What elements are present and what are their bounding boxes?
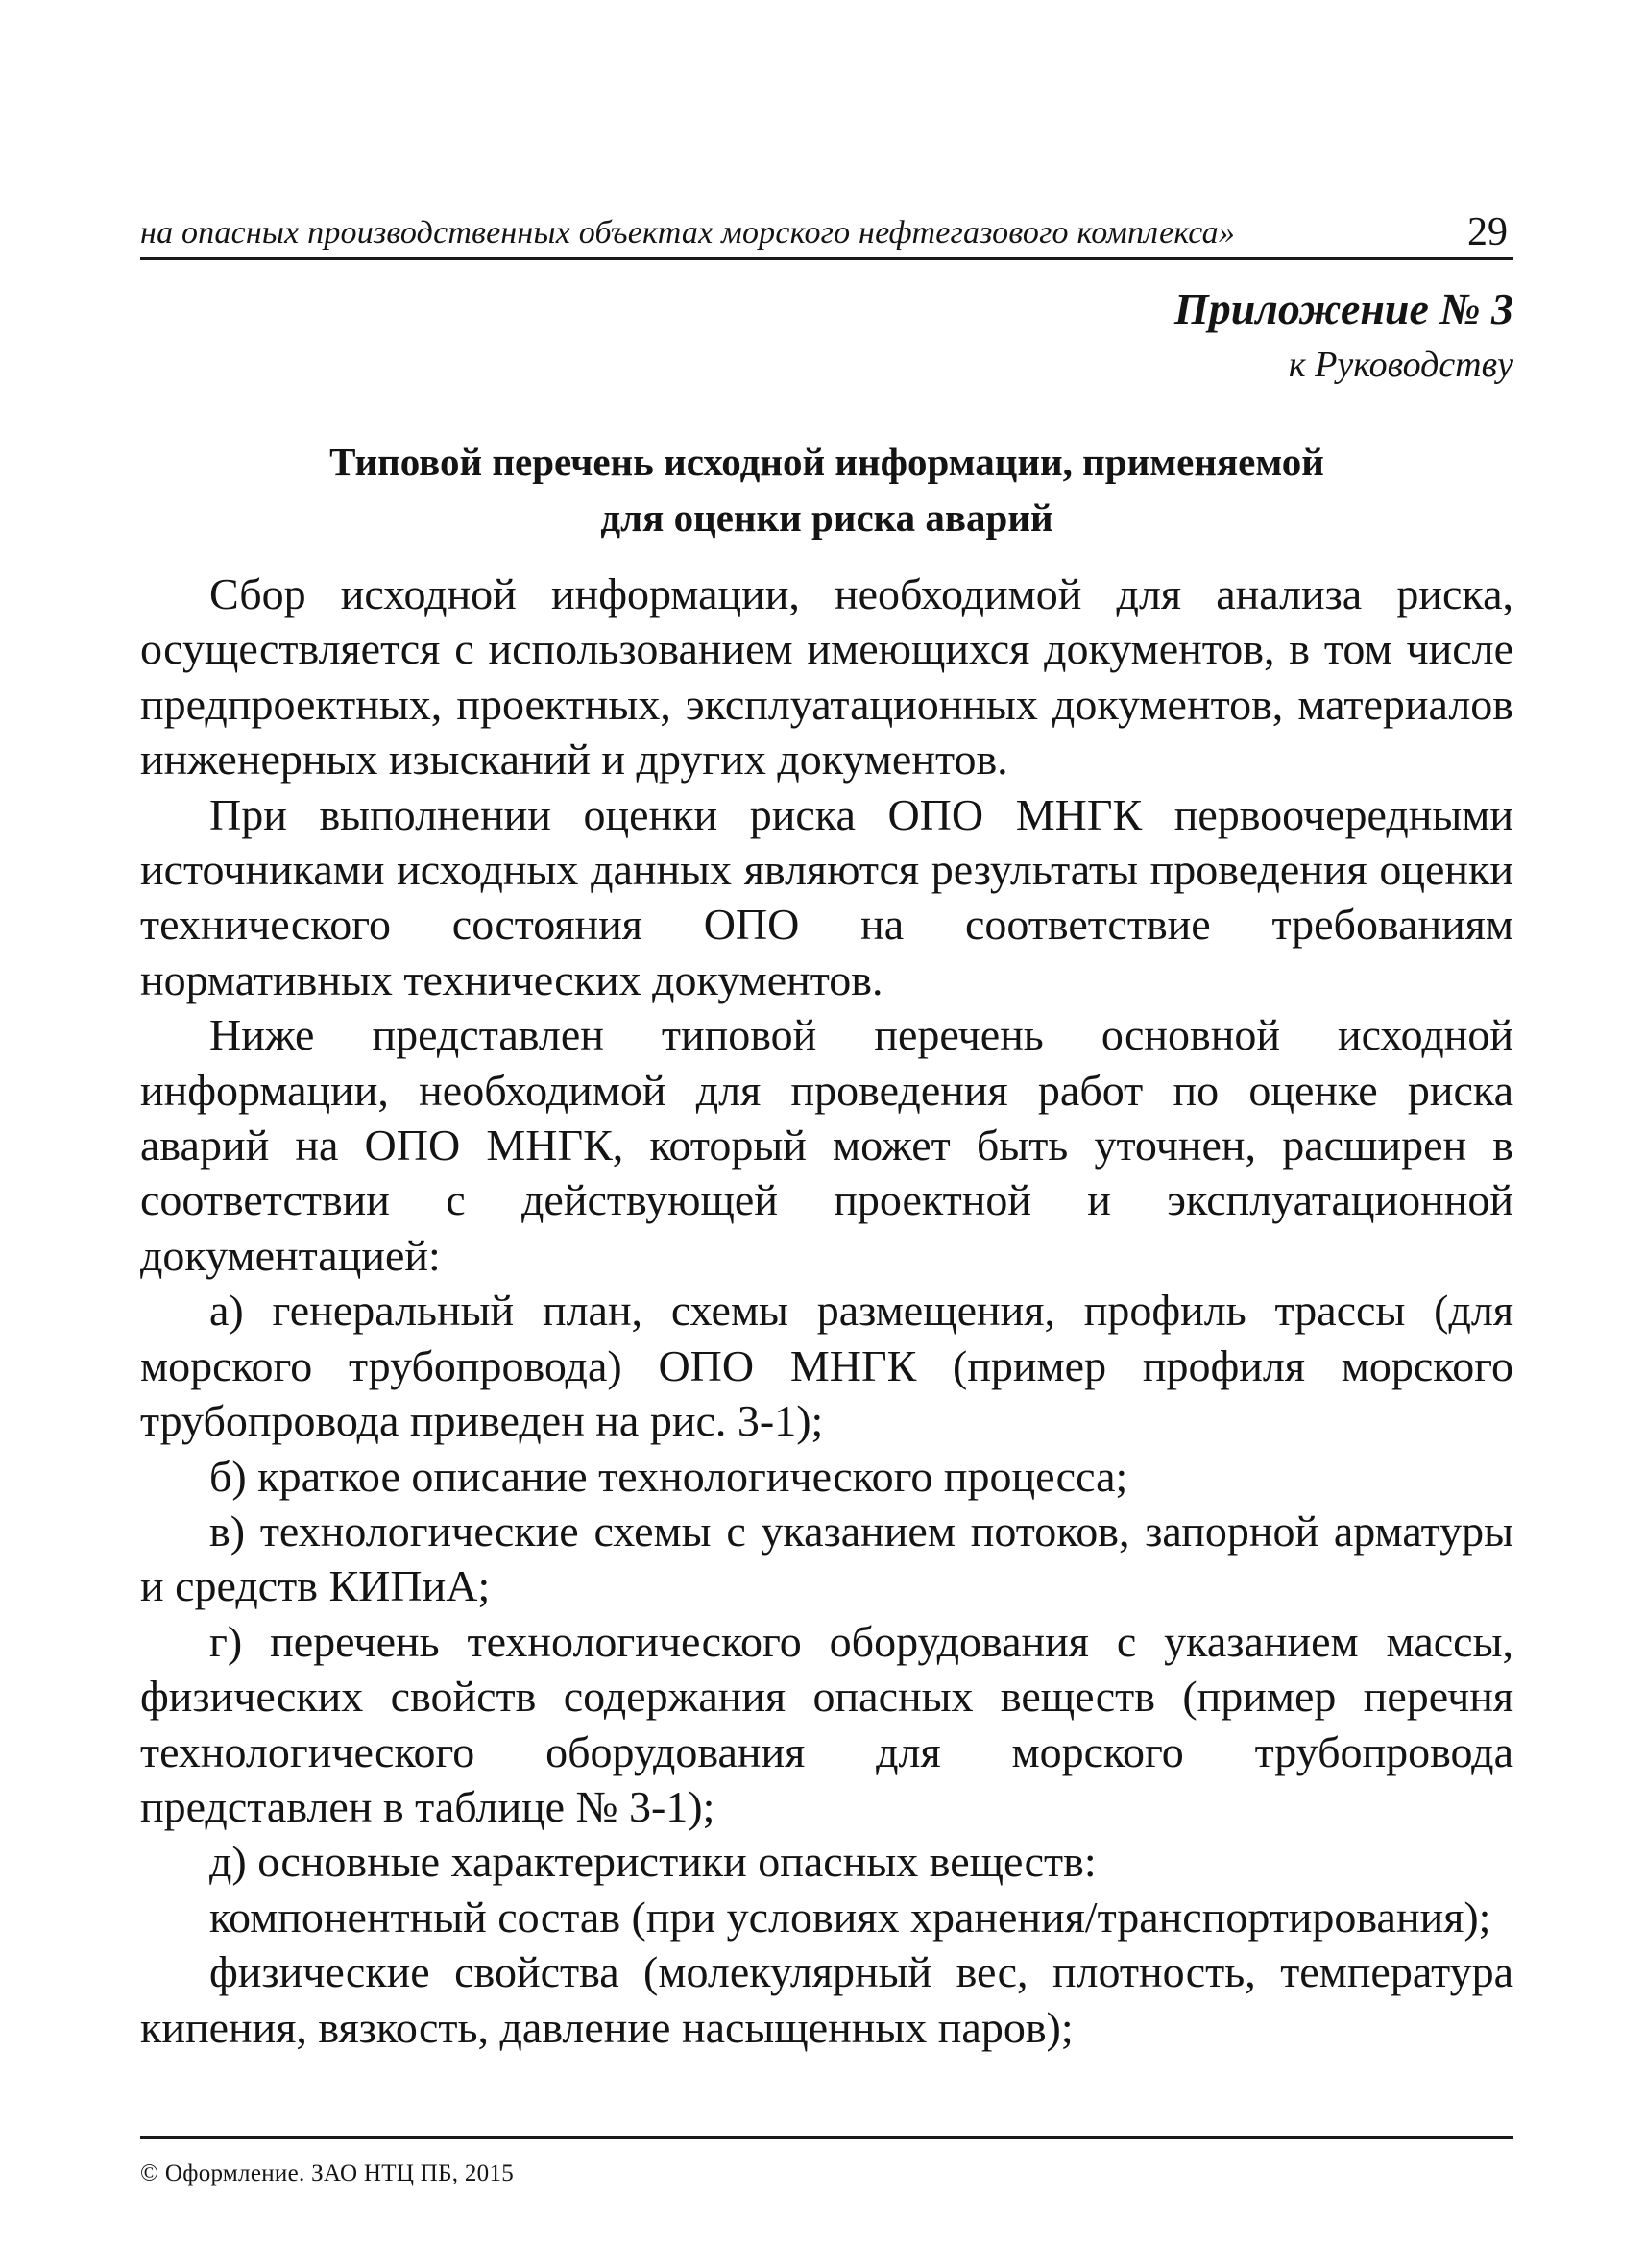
document-title-line-1: Типовой перечень исходной информации, применяемой [329, 440, 1324, 484]
list-subitem: компонентный состав (при условиях хранения/транспортирования); [209, 1892, 1491, 1942]
appendix-title: Приложение № 3 [1173, 284, 1513, 333]
page-footer [140, 2136, 1513, 2187]
appendix-subtitle: к Руководству [1288, 345, 1513, 385]
document-body [140, 567, 1513, 2055]
appendix-label [1174, 278, 1513, 390]
page-number: 29 [1467, 210, 1508, 254]
list-subitem: физические свойства (молекулярный вес, плотность, температура кипения, вязкость, давление насыщенных паров); [140, 1947, 1513, 2052]
paragraph: При выполнении оценки риска ОПО МНГК первоочередными источниками исходных данных являются результаты проведения оценки технического состояния ОПО на соответствие требованиям нормативных технических документов. [140, 789, 1513, 1004]
list-item: б) краткое описание технологического процесса; [209, 1451, 1128, 1501]
list-item: в) технологические схемы с указанием потоков, запорной арматуры и средств КИПиА; [140, 1506, 1513, 1611]
list-item: д) основные характеристики опасных веществ: [209, 1837, 1097, 1887]
document-title [140, 434, 1513, 545]
paragraph: Сбор исходной информации, необходимой для анализа риска, осуществляется с использованием имеющихся документов, в том числе предпроектных, проектных, эксплуатационных документов, материалов инженерных изысканий и других документов. [140, 569, 1513, 784]
running-title: на опасных производственных объектах морского нефтегазового комплекса» [140, 215, 1236, 251]
list-item: г) перечень технологического оборудования с указанием массы, физических свойств содержания опасных веществ (пример перечня технологического оборудования для морского трубопровода представлен в таблице № 3-1); [140, 1616, 1513, 1831]
list-item: а) генеральный план, схемы размещения, профиль трассы (для морского трубопровода) ОПО МНГК (пример профиля морского трубопровода приведен на рис. 3-1); [140, 1286, 1513, 1446]
document-title-line-2: для оценки риска аварий [600, 495, 1053, 540]
paragraph: Ниже представлен типовой перечень основной исходной информации, необходимой для проведения работ по оценке риска аварий на ОПО МНГК, который может быть уточнен, расширен в соответствии с действующей проектной и эксплуатационной документацией: [140, 1010, 1513, 1280]
copyright-notice: © Оформление. ЗАО НТЦ ПБ, 2015 [140, 2160, 515, 2186]
running-header [140, 204, 1513, 260]
